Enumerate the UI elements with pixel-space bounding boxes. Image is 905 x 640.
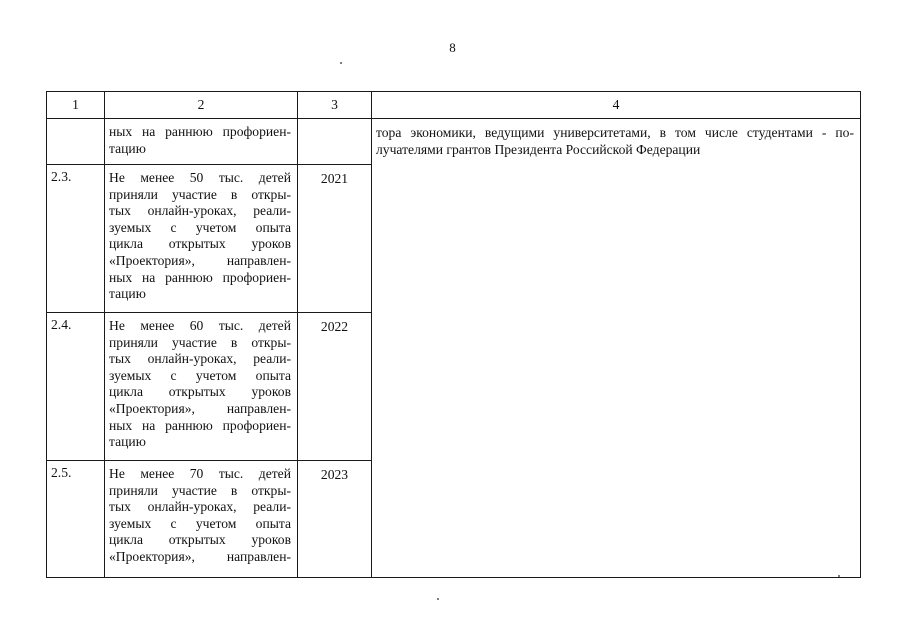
description-line: зуемых с учетом опыта (109, 367, 291, 383)
description-line: тацию (109, 140, 146, 156)
row-year-cell: 2021 (298, 165, 372, 313)
description-line: Не менее 60 тыс. детей (109, 318, 291, 333)
row-year-cell (298, 119, 372, 165)
description-line: Не менее 50 тыс. детей (109, 170, 291, 185)
document-table (46, 91, 861, 578)
row-description-cell (105, 461, 298, 578)
description-line: Не менее 70 тыс. детей (109, 466, 291, 481)
description-line: цикла открытых уроков (109, 236, 291, 252)
description-line: цикла открытых уроков (109, 532, 291, 548)
scan-speck (437, 598, 439, 600)
description-line: тых онлайн-уроках, реали- (109, 203, 291, 219)
table-header-row (47, 92, 861, 119)
row-year-cell: 2022 (298, 313, 372, 461)
description-line: ных на раннюю профориен- (109, 124, 291, 139)
description-line: тацию (109, 286, 146, 302)
description-line: «Проектория», направлен- (109, 400, 291, 416)
description-line: цикла открытых уроков (109, 384, 291, 400)
description-line: ных на раннюю профориен- (109, 269, 291, 285)
column4-line: тора экономики, ведущими университетами, в том числе студентами - по- (376, 125, 854, 140)
row-description-cell (105, 165, 298, 313)
row-description-cell (105, 119, 298, 165)
row-number-cell: 2.3. (47, 165, 105, 313)
scan-speck (340, 62, 342, 64)
description-line: тых онлайн-уроках, реали- (109, 499, 291, 515)
row-number-cell: 2.5. (47, 461, 105, 578)
row-number-cell (47, 119, 105, 165)
description-line: приняли участие в откры- (109, 334, 291, 350)
description-line: ных на раннюю профориен- (109, 417, 291, 433)
description-line: зуемых с учетом опыта (109, 515, 291, 531)
row-description-cell (105, 313, 298, 461)
description-line: «Проектория», направлен- (109, 252, 291, 268)
column-header: 4 (372, 92, 861, 119)
page-number: 8 (449, 40, 456, 55)
description-line: зуемых с учетом опыта (109, 219, 291, 235)
description-line: приняли участие в откры- (109, 482, 291, 498)
description-line: тых онлайн-уроках, реали- (109, 351, 291, 367)
description-line: «Проектория», направлен- (109, 548, 291, 564)
row-year-cell: 2023 (298, 461, 372, 578)
table-row-continuation (47, 119, 861, 165)
description-line: приняли участие в откры- (109, 186, 291, 202)
column-header: 2 (105, 92, 298, 119)
description-line: тацию (109, 434, 146, 450)
column-header: 1 (47, 92, 105, 119)
column4-line: лучателями грантов Президента Российской Федерации (376, 141, 701, 157)
column-header: 3 (298, 92, 372, 119)
column4-text-cell (372, 119, 861, 578)
row-number-cell: 2.4. (47, 313, 105, 461)
